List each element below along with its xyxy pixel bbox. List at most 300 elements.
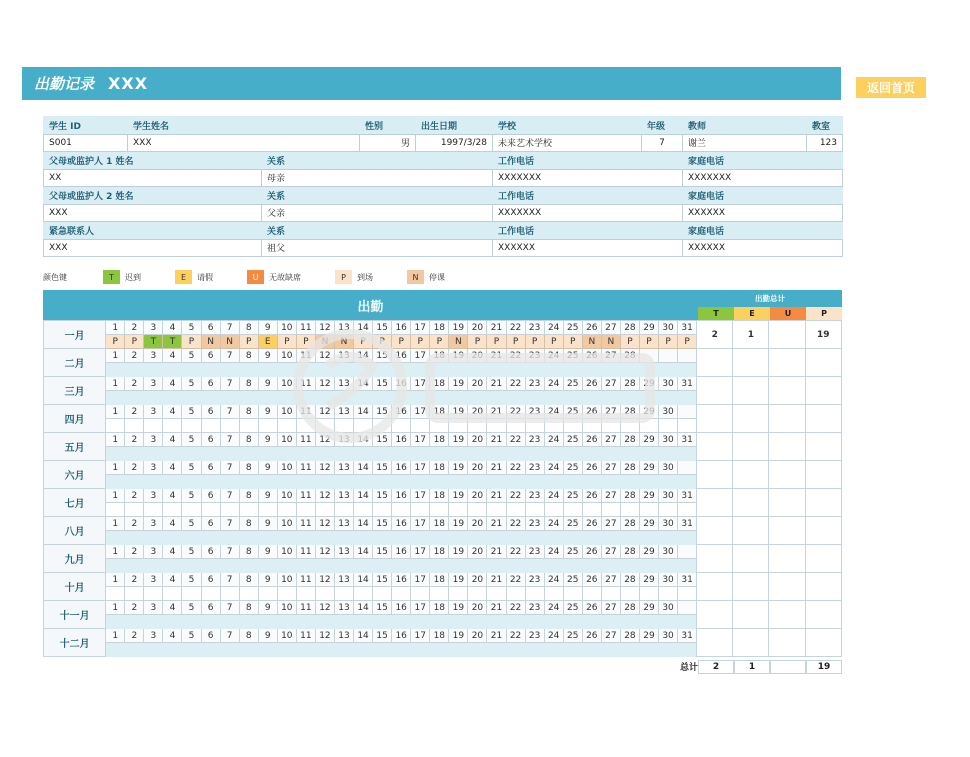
attendance-cell[interactable]: P (277, 335, 296, 349)
gender-value[interactable]: 男 (360, 134, 416, 152)
attendance-cell[interactable] (392, 391, 411, 405)
attendance-cell[interactable] (220, 363, 239, 377)
attendance-cell[interactable] (582, 643, 601, 657)
attendance-cell[interactable] (163, 587, 182, 601)
attendance-cell[interactable] (334, 475, 353, 489)
attendance-cell[interactable] (392, 475, 411, 489)
attendance-cell[interactable] (334, 447, 353, 461)
attendance-cell[interactable] (506, 363, 525, 377)
attendance-cell[interactable] (411, 391, 430, 405)
attendance-cell[interactable] (163, 559, 182, 573)
attendance-cell[interactable]: N (220, 335, 239, 349)
attendance-cell[interactable] (220, 475, 239, 489)
attendance-cell[interactable] (411, 587, 430, 601)
attendance-cell[interactable] (144, 419, 163, 433)
attendance-cell[interactable] (373, 447, 392, 461)
attendance-cell[interactable] (582, 587, 601, 601)
attendance-cell[interactable] (620, 643, 639, 657)
attendance-cell[interactable] (296, 503, 315, 517)
guardian1-home-value[interactable]: XXXXXXX (683, 169, 843, 187)
attendance-cell[interactable] (468, 363, 487, 377)
attendance-cell[interactable] (639, 447, 658, 461)
attendance-cell[interactable] (468, 447, 487, 461)
attendance-cell[interactable] (201, 391, 220, 405)
attendance-cell[interactable] (163, 531, 182, 545)
attendance-cell[interactable] (430, 447, 449, 461)
attendance-cell[interactable] (411, 643, 430, 657)
attendance-cell[interactable] (563, 363, 582, 377)
attendance-cell[interactable] (659, 643, 678, 657)
guardian1-name-value[interactable]: XX (44, 169, 262, 187)
attendance-cell[interactable] (506, 559, 525, 573)
attendance-cell[interactable] (277, 419, 296, 433)
attendance-cell[interactable] (182, 363, 201, 377)
attendance-cell[interactable] (144, 503, 163, 517)
attendance-cell[interactable] (106, 475, 125, 489)
attendance-cell[interactable] (334, 615, 353, 629)
attendance-cell[interactable] (506, 615, 525, 629)
attendance-cell[interactable] (277, 475, 296, 489)
attendance-cell[interactable] (239, 587, 258, 601)
student-name-value[interactable]: XXX (128, 134, 360, 152)
emergency-home-value[interactable]: XXXXXX (683, 239, 843, 257)
attendance-cell[interactable] (487, 643, 506, 657)
attendance-cell[interactable] (620, 391, 639, 405)
attendance-cell[interactable] (277, 531, 296, 545)
attendance-cell[interactable] (334, 531, 353, 545)
attendance-cell[interactable] (125, 503, 144, 517)
attendance-cell[interactable] (258, 503, 277, 517)
attendance-cell[interactable] (163, 475, 182, 489)
attendance-cell[interactable] (201, 587, 220, 601)
attendance-cell[interactable] (392, 419, 411, 433)
attendance-cell[interactable] (373, 475, 392, 489)
attendance-cell[interactable] (239, 503, 258, 517)
attendance-cell[interactable] (106, 503, 125, 517)
attendance-cell[interactable] (373, 419, 392, 433)
teacher-value[interactable]: 谢兰 (683, 134, 807, 152)
attendance-cell[interactable] (639, 475, 658, 489)
attendance-cell[interactable] (163, 643, 182, 657)
attendance-cell[interactable]: N (601, 335, 620, 349)
attendance-cell[interactable] (659, 391, 678, 405)
attendance-cell[interactable] (220, 531, 239, 545)
attendance-cell[interactable] (258, 531, 277, 545)
attendance-cell[interactable] (639, 559, 658, 573)
attendance-cell[interactable] (354, 503, 373, 517)
attendance-cell[interactable] (678, 559, 697, 573)
attendance-cell[interactable] (125, 531, 144, 545)
attendance-cell[interactable] (296, 587, 315, 601)
attendance-cell[interactable] (220, 447, 239, 461)
attendance-cell[interactable] (258, 475, 277, 489)
attendance-cell[interactable] (506, 503, 525, 517)
attendance-cell[interactable] (258, 615, 277, 629)
attendance-cell[interactable] (468, 615, 487, 629)
student-id-value[interactable]: S001 (44, 134, 128, 152)
attendance-cell[interactable] (201, 615, 220, 629)
attendance-cell[interactable] (449, 531, 468, 545)
attendance-cell[interactable] (468, 559, 487, 573)
attendance-cell[interactable] (220, 643, 239, 657)
attendance-cell[interactable] (296, 475, 315, 489)
attendance-cell[interactable] (678, 587, 697, 601)
attendance-cell[interactable] (582, 559, 601, 573)
guardian2-work-value[interactable]: XXXXXXX (493, 204, 683, 222)
attendance-cell[interactable] (582, 531, 601, 545)
attendance-cell[interactable] (354, 643, 373, 657)
attendance-cell[interactable] (315, 615, 334, 629)
attendance-cell[interactable]: T (144, 335, 163, 349)
attendance-cell[interactable] (106, 531, 125, 545)
attendance-cell[interactable] (620, 559, 639, 573)
attendance-cell[interactable]: P (487, 335, 506, 349)
attendance-cell[interactable] (659, 587, 678, 601)
attendance-cell[interactable] (487, 503, 506, 517)
attendance-cell[interactable] (563, 615, 582, 629)
attendance-cell[interactable] (430, 587, 449, 601)
attendance-cell[interactable] (449, 391, 468, 405)
attendance-cell[interactable] (334, 559, 353, 573)
attendance-cell[interactable] (258, 643, 277, 657)
attendance-cell[interactable] (106, 587, 125, 601)
attendance-cell[interactable] (678, 363, 697, 377)
attendance-cell[interactable] (544, 531, 563, 545)
attendance-cell[interactable] (563, 391, 582, 405)
attendance-cell[interactable] (125, 419, 144, 433)
attendance-cell[interactable] (239, 391, 258, 405)
attendance-cell[interactable] (296, 643, 315, 657)
attendance-cell[interactable] (334, 419, 353, 433)
attendance-cell[interactable]: N (315, 335, 334, 349)
attendance-cell[interactable] (563, 447, 582, 461)
attendance-cell[interactable] (506, 391, 525, 405)
attendance-cell[interactable] (449, 643, 468, 657)
attendance-cell[interactable] (563, 419, 582, 433)
attendance-cell[interactable] (525, 447, 544, 461)
attendance-cell[interactable] (449, 559, 468, 573)
attendance-cell[interactable] (182, 559, 201, 573)
attendance-cell[interactable] (601, 419, 620, 433)
attendance-cell[interactable] (487, 587, 506, 601)
attendance-cell[interactable] (678, 447, 697, 461)
attendance-cell[interactable] (144, 447, 163, 461)
attendance-cell[interactable] (582, 447, 601, 461)
attendance-cell[interactable]: N (449, 335, 468, 349)
attendance-cell[interactable] (277, 447, 296, 461)
attendance-cell[interactable]: P (182, 335, 201, 349)
attendance-cell[interactable] (678, 615, 697, 629)
attendance-cell[interactable] (201, 559, 220, 573)
emergency-work-value[interactable]: XXXXXX (493, 239, 683, 257)
attendance-cell[interactable] (678, 391, 697, 405)
attendance-cell[interactable] (125, 363, 144, 377)
attendance-cell[interactable] (220, 391, 239, 405)
attendance-cell[interactable] (601, 363, 620, 377)
attendance-cell[interactable] (639, 587, 658, 601)
attendance-cell[interactable] (563, 531, 582, 545)
attendance-cell[interactable] (544, 447, 563, 461)
attendance-cell[interactable] (639, 419, 658, 433)
attendance-cell[interactable] (392, 643, 411, 657)
attendance-cell[interactable] (487, 615, 506, 629)
attendance-cell[interactable] (277, 503, 296, 517)
attendance-cell[interactable] (125, 587, 144, 601)
attendance-cell[interactable] (639, 531, 658, 545)
attendance-cell[interactable] (411, 559, 430, 573)
attendance-cell[interactable] (620, 475, 639, 489)
attendance-cell[interactable] (525, 363, 544, 377)
attendance-cell[interactable] (411, 503, 430, 517)
attendance-cell[interactable] (392, 531, 411, 545)
attendance-cell[interactable] (487, 363, 506, 377)
guardian2-relation-value[interactable]: 父亲 (262, 204, 493, 222)
attendance-cell[interactable] (506, 475, 525, 489)
attendance-cell[interactable] (239, 447, 258, 461)
attendance-cell[interactable] (544, 391, 563, 405)
attendance-cell[interactable] (411, 475, 430, 489)
attendance-cell[interactable] (354, 419, 373, 433)
attendance-cell[interactable] (239, 475, 258, 489)
attendance-cell[interactable] (258, 419, 277, 433)
attendance-cell[interactable] (620, 615, 639, 629)
attendance-cell[interactable] (487, 447, 506, 461)
attendance-cell[interactable] (315, 559, 334, 573)
attendance-cell[interactable]: P (411, 335, 430, 349)
attendance-cell[interactable] (678, 503, 697, 517)
attendance-cell[interactable] (525, 391, 544, 405)
attendance-cell[interactable] (163, 447, 182, 461)
attendance-cell[interactable] (258, 391, 277, 405)
attendance-cell[interactable] (106, 363, 125, 377)
attendance-cell[interactable] (392, 615, 411, 629)
attendance-cell[interactable]: P (354, 335, 373, 349)
attendance-cell[interactable]: E (258, 335, 277, 349)
attendance-cell[interactable] (544, 475, 563, 489)
attendance-cell[interactable] (106, 615, 125, 629)
attendance-cell[interactable] (373, 503, 392, 517)
attendance-cell[interactable] (506, 447, 525, 461)
attendance-cell[interactable] (430, 643, 449, 657)
attendance-cell[interactable] (525, 531, 544, 545)
attendance-cell[interactable] (201, 447, 220, 461)
attendance-cell[interactable] (411, 363, 430, 377)
attendance-cell[interactable] (106, 447, 125, 461)
attendance-cell[interactable] (201, 419, 220, 433)
attendance-cell[interactable] (144, 559, 163, 573)
attendance-cell[interactable] (296, 419, 315, 433)
attendance-cell[interactable] (182, 503, 201, 517)
attendance-cell[interactable] (315, 643, 334, 657)
attendance-cell[interactable] (315, 531, 334, 545)
attendance-cell[interactable] (544, 615, 563, 629)
attendance-cell[interactable] (144, 615, 163, 629)
attendance-cell[interactable] (182, 531, 201, 545)
attendance-cell[interactable] (525, 643, 544, 657)
attendance-cell[interactable] (678, 531, 697, 545)
attendance-cell[interactable] (659, 531, 678, 545)
grade-value[interactable]: 7 (642, 134, 683, 152)
attendance-cell[interactable] (620, 447, 639, 461)
attendance-cell[interactable] (639, 643, 658, 657)
attendance-cell[interactable] (544, 503, 563, 517)
attendance-cell[interactable] (620, 419, 639, 433)
attendance-cell[interactable] (411, 531, 430, 545)
attendance-cell[interactable] (659, 447, 678, 461)
attendance-cell[interactable] (392, 447, 411, 461)
attendance-cell[interactable] (163, 391, 182, 405)
attendance-cell[interactable] (354, 615, 373, 629)
attendance-cell[interactable] (563, 587, 582, 601)
attendance-cell[interactable] (601, 615, 620, 629)
attendance-cell[interactable]: P (373, 335, 392, 349)
attendance-cell[interactable] (334, 503, 353, 517)
attendance-cell[interactable]: N (582, 335, 601, 349)
attendance-cell[interactable] (182, 419, 201, 433)
attendance-cell[interactable] (163, 503, 182, 517)
attendance-cell[interactable] (506, 419, 525, 433)
attendance-cell[interactable] (106, 419, 125, 433)
attendance-cell[interactable] (106, 643, 125, 657)
attendance-cell[interactable] (144, 475, 163, 489)
attendance-cell[interactable] (373, 363, 392, 377)
attendance-cell[interactable] (468, 587, 487, 601)
attendance-cell[interactable] (354, 559, 373, 573)
attendance-cell[interactable] (430, 363, 449, 377)
home-button[interactable]: 返回首页 (856, 77, 926, 98)
attendance-cell[interactable] (220, 559, 239, 573)
attendance-cell[interactable] (315, 391, 334, 405)
attendance-cell[interactable] (354, 363, 373, 377)
attendance-cell[interactable] (239, 559, 258, 573)
attendance-cell[interactable] (468, 419, 487, 433)
attendance-cell[interactable] (182, 643, 201, 657)
attendance-cell[interactable] (449, 615, 468, 629)
attendance-cell[interactable] (182, 391, 201, 405)
attendance-cell[interactable] (125, 447, 144, 461)
attendance-cell[interactable] (659, 419, 678, 433)
attendance-cell[interactable] (220, 587, 239, 601)
attendance-cell[interactable] (620, 531, 639, 545)
attendance-cell[interactable] (144, 531, 163, 545)
attendance-cell[interactable] (315, 475, 334, 489)
guardian1-work-value[interactable]: XXXXXXX (493, 169, 683, 187)
attendance-cell[interactable] (639, 391, 658, 405)
attendance-cell[interactable] (430, 391, 449, 405)
attendance-cell[interactable] (582, 419, 601, 433)
attendance-cell[interactable] (201, 363, 220, 377)
attendance-cell[interactable] (506, 531, 525, 545)
attendance-cell[interactable] (373, 587, 392, 601)
attendance-cell[interactable] (334, 587, 353, 601)
attendance-cell[interactable] (487, 531, 506, 545)
attendance-cell[interactable]: P (659, 335, 678, 349)
attendance-cell[interactable] (144, 391, 163, 405)
attendance-cell[interactable] (392, 587, 411, 601)
attendance-cell[interactable] (334, 391, 353, 405)
attendance-cell[interactable] (182, 615, 201, 629)
attendance-cell[interactable] (506, 643, 525, 657)
attendance-cell[interactable]: P (106, 335, 125, 349)
attendance-cell[interactable] (354, 587, 373, 601)
attendance-cell[interactable] (449, 503, 468, 517)
attendance-cell[interactable] (601, 587, 620, 601)
attendance-cell[interactable] (411, 447, 430, 461)
attendance-cell[interactable] (106, 559, 125, 573)
attendance-cell[interactable] (201, 503, 220, 517)
attendance-cell[interactable] (449, 363, 468, 377)
attendance-cell[interactable] (620, 363, 639, 377)
attendance-cell[interactable] (659, 559, 678, 573)
attendance-cell[interactable] (659, 475, 678, 489)
attendance-cell[interactable] (125, 643, 144, 657)
attendance-cell[interactable] (106, 391, 125, 405)
attendance-cell[interactable] (144, 363, 163, 377)
attendance-cell[interactable] (601, 503, 620, 517)
attendance-cell[interactable]: P (678, 335, 697, 349)
attendance-cell[interactable] (354, 447, 373, 461)
attendance-cell[interactable] (239, 615, 258, 629)
attendance-cell[interactable] (525, 503, 544, 517)
attendance-cell[interactable] (315, 419, 334, 433)
attendance-cell[interactable] (659, 503, 678, 517)
attendance-cell[interactable] (601, 475, 620, 489)
attendance-cell[interactable] (430, 503, 449, 517)
attendance-cell[interactable] (182, 475, 201, 489)
attendance-cell[interactable] (411, 419, 430, 433)
attendance-cell[interactable] (563, 475, 582, 489)
attendance-cell[interactable] (125, 391, 144, 405)
attendance-cell[interactable] (373, 559, 392, 573)
attendance-cell[interactable]: P (563, 335, 582, 349)
attendance-cell[interactable] (544, 643, 563, 657)
attendance-cell[interactable] (582, 475, 601, 489)
attendance-cell[interactable]: P (525, 335, 544, 349)
attendance-cell[interactable] (315, 503, 334, 517)
attendance-cell[interactable] (582, 615, 601, 629)
attendance-cell[interactable] (201, 475, 220, 489)
attendance-cell[interactable] (449, 475, 468, 489)
attendance-cell[interactable] (239, 363, 258, 377)
attendance-cell[interactable]: P (239, 335, 258, 349)
attendance-cell[interactable] (258, 447, 277, 461)
attendance-cell[interactable] (220, 419, 239, 433)
room-value[interactable]: 123 (807, 134, 843, 152)
attendance-cell[interactable] (296, 391, 315, 405)
attendance-cell[interactable] (639, 363, 658, 377)
attendance-cell[interactable] (296, 559, 315, 573)
attendance-cell[interactable] (449, 419, 468, 433)
attendance-cell[interactable] (373, 391, 392, 405)
attendance-cell[interactable] (277, 587, 296, 601)
attendance-cell[interactable] (373, 643, 392, 657)
attendance-cell[interactable] (239, 419, 258, 433)
attendance-cell[interactable]: P (125, 335, 144, 349)
attendance-cell[interactable] (163, 419, 182, 433)
attendance-cell[interactable] (601, 391, 620, 405)
attendance-cell[interactable] (315, 447, 334, 461)
attendance-cell[interactable] (354, 475, 373, 489)
attendance-cell[interactable] (258, 587, 277, 601)
attendance-cell[interactable] (354, 391, 373, 405)
attendance-cell[interactable] (487, 559, 506, 573)
attendance-cell[interactable] (449, 587, 468, 601)
attendance-cell[interactable] (468, 531, 487, 545)
attendance-cell[interactable] (620, 503, 639, 517)
attendance-cell[interactable] (277, 615, 296, 629)
attendance-cell[interactable] (220, 503, 239, 517)
attendance-cell[interactable] (582, 503, 601, 517)
